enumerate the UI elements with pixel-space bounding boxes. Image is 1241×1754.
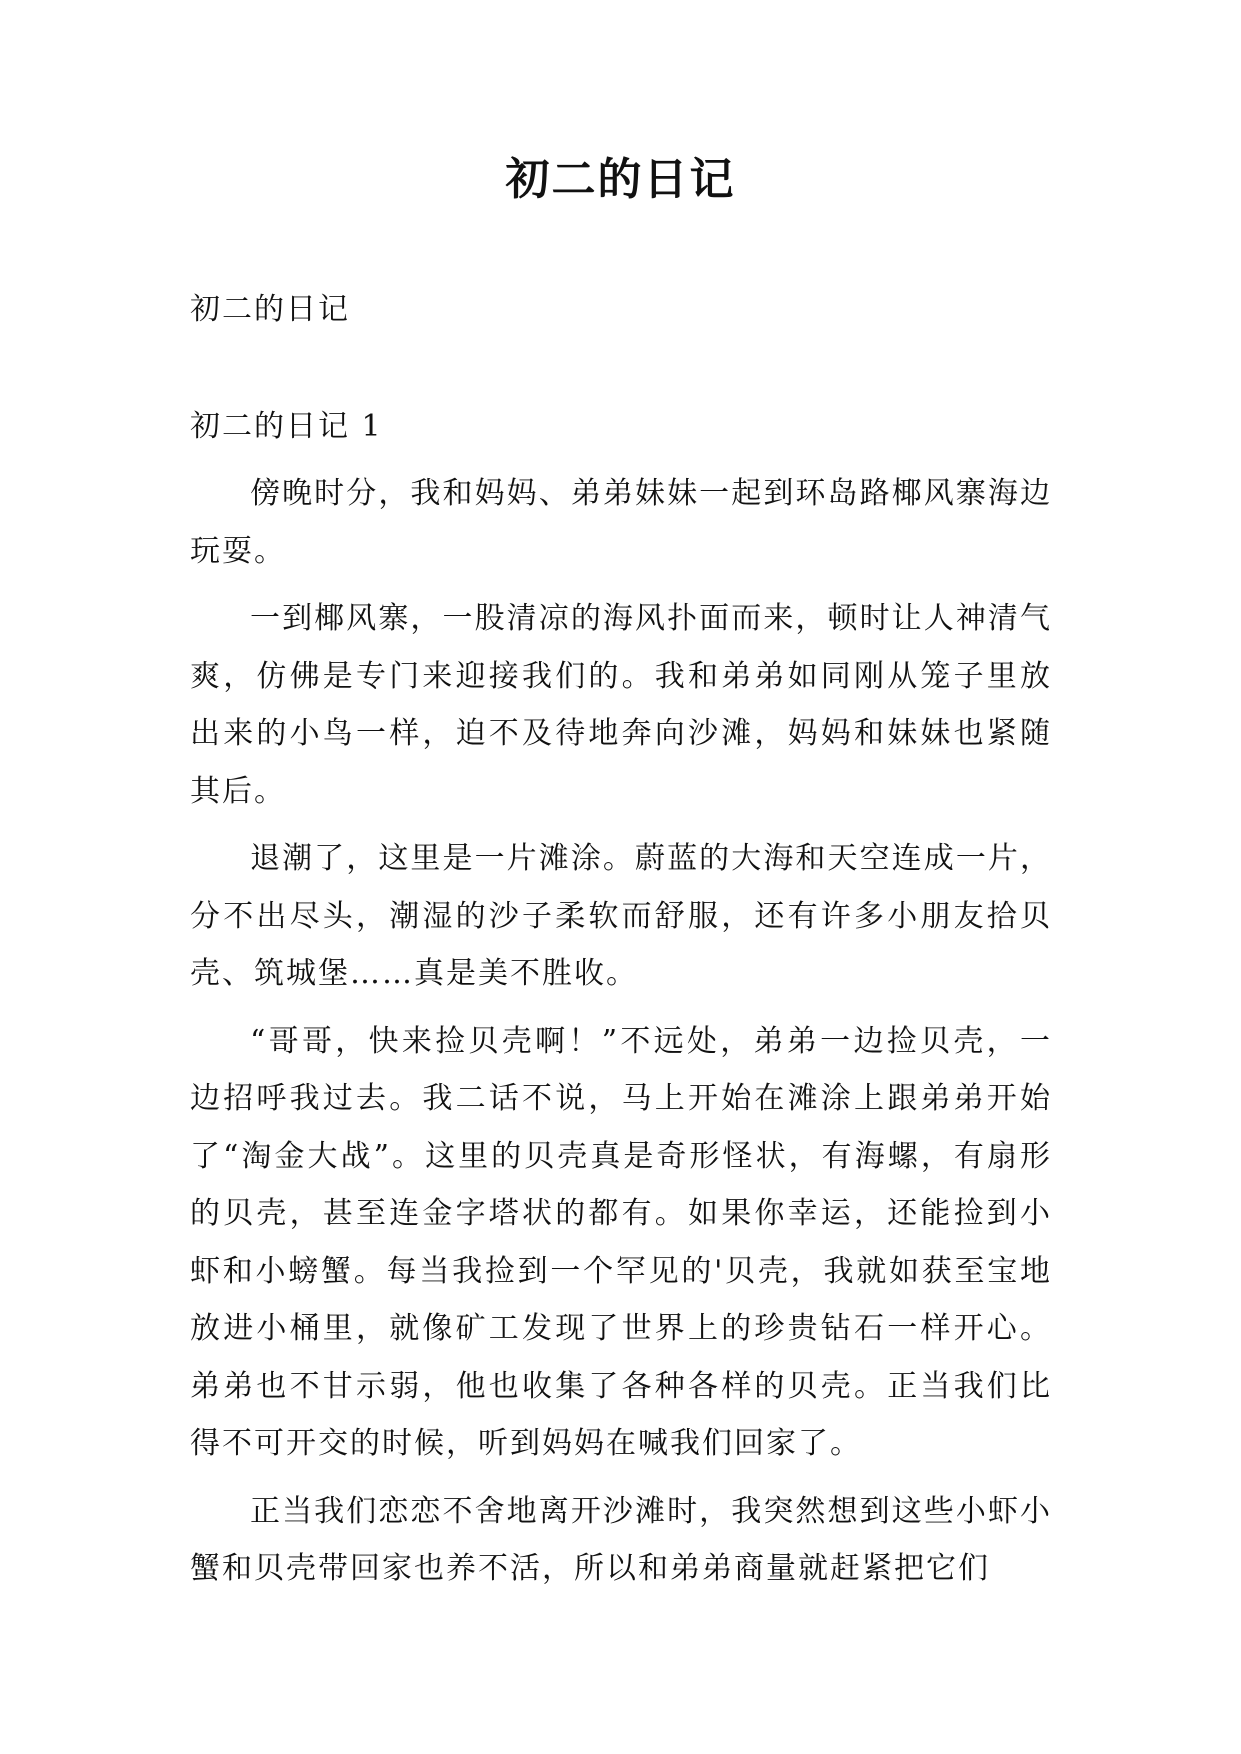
paragraph: “哥哥，快来捡贝壳啊！”不远处，弟弟一边捡贝壳，一边招呼我过去。我二话不说，马上开始在滩涂上跟弟弟开始了“淘金大战”。这里的贝壳真是奇形怪状，有海螺，有扇形的贝壳，甚至连金字塔状的都有。如果你幸运，还能捡到小虾和小螃蟹。每当我捡到一个罕见的'贝壳，我就如获至宝地放进小桶里，就像矿工发现了世界上的珍贵钻石一样开心。弟弟也不甘示弱，他也收集了各种各样的贝壳。正当我们比得不可开交的时候，听到妈妈在喊我们回家了。 xyxy=(190,1023,1052,1461)
document-title: 初二的日记 xyxy=(505,154,736,205)
document-subtitle: 初二的日记 xyxy=(190,292,350,327)
paragraph: 傍晚时分，我和妈妈、弟弟妹妹一起到环岛路椰风寨海边玩耍。 xyxy=(190,476,1052,569)
paragraph: 正当我们恋恋不舍地离开沙滩时，我突然想到这些小虾小蟹和贝壳带回家也养不活，所以和弟弟商量就赶紧把它们 xyxy=(190,1493,1052,1586)
paragraph: 退潮了，这里是一片滩涂。蔚蓝的大海和天空连成一片，分不出尽头，潮湿的沙子柔软而舒服，还有许多小朋友拾贝壳、筑城堡……真是美不胜收。 xyxy=(190,841,1052,991)
paragraph: 一到椰风寨，一股清凉的海风扑面而来，顿时让人神清气爽，仿佛是专门来迎接我们的。我和弟弟如同刚从笼子里放出来的小鸟一样，迫不及待地奔向沙滩，妈妈和妹妹也紧随其后。 xyxy=(190,601,1052,809)
document-body xyxy=(190,465,1052,1608)
section-heading: 初二的日记 1 xyxy=(190,409,383,444)
